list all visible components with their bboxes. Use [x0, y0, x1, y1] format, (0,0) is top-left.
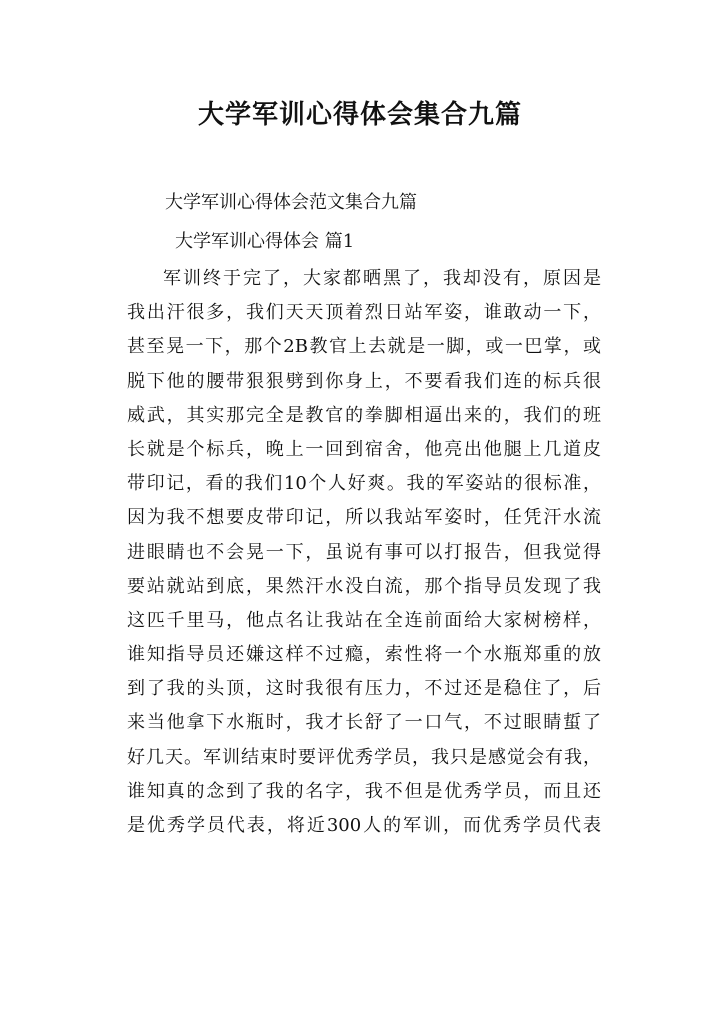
paragraph-line: 因为我不想要皮带印记，所以我站军姿时，任凭汗水流	[127, 507, 601, 529]
paragraph-line: 军训终于完了，大家都晒黑了，我却没有，原因是	[163, 268, 601, 289]
paragraph-line: 我出汗很多，我们天天顶着烈日站军姿，谁敢动一下，	[127, 302, 601, 324]
section-heading: 大学军训心得体会 篇1	[175, 231, 355, 252]
paragraph-line: 这匹千里马，他点名让我站在全连前面给大家树榜样，	[127, 609, 601, 631]
paragraph-line: 长就是个标兵，晚上一回到宿舍，他亮出他腿上几道皮	[127, 438, 601, 460]
paragraph-line: 谁知真的念到了我的名字，我不但是优秀学员，而且还	[127, 780, 601, 802]
paragraph-line: 要站就站到底，果然汗水没白流，那个指导员发现了我	[127, 575, 601, 597]
paragraph-line: 来当他拿下水瓶时，我才长舒了一口气，不过眼睛蜇了	[127, 712, 601, 734]
paragraph-line: 甚至晃一下，那个2B教官上去就是一脚，或一巴掌，或	[127, 336, 601, 358]
document-title: 大学军训心得体会集合九篇	[197, 100, 522, 130]
paragraph-line: 带印记，看的我们10个人好爽。我的军姿站的很标准，	[127, 473, 601, 495]
body-paragraph	[127, 262, 601, 843]
paragraph-line: 脱下他的腰带狠狠劈到你身上，不要看我们连的标兵很	[127, 370, 601, 392]
paragraph-line: 是优秀学员代表，将近300人的军训，而优秀学员代表	[127, 815, 601, 836]
paragraph-line: 到了我的头顶，这时我很有压力，不过还是稳住了，后	[127, 678, 601, 700]
paragraph-line: 好几天。军训结束时要评优秀学员，我只是感觉会有我，	[127, 746, 601, 768]
paragraph-line: 威武，其实那完全是教官的拳脚相逼出来的，我们的班	[127, 404, 601, 426]
paragraph-line: 进眼睛也不会晃一下，虽说有事可以打报告，但我觉得	[127, 541, 601, 563]
paragraph-line: 谁知指导员还嫌这样不过瘾，索性将一个水瓶郑重的放	[127, 644, 601, 666]
document-subtitle: 大学军训心得体会范文集合九篇	[165, 192, 417, 213]
